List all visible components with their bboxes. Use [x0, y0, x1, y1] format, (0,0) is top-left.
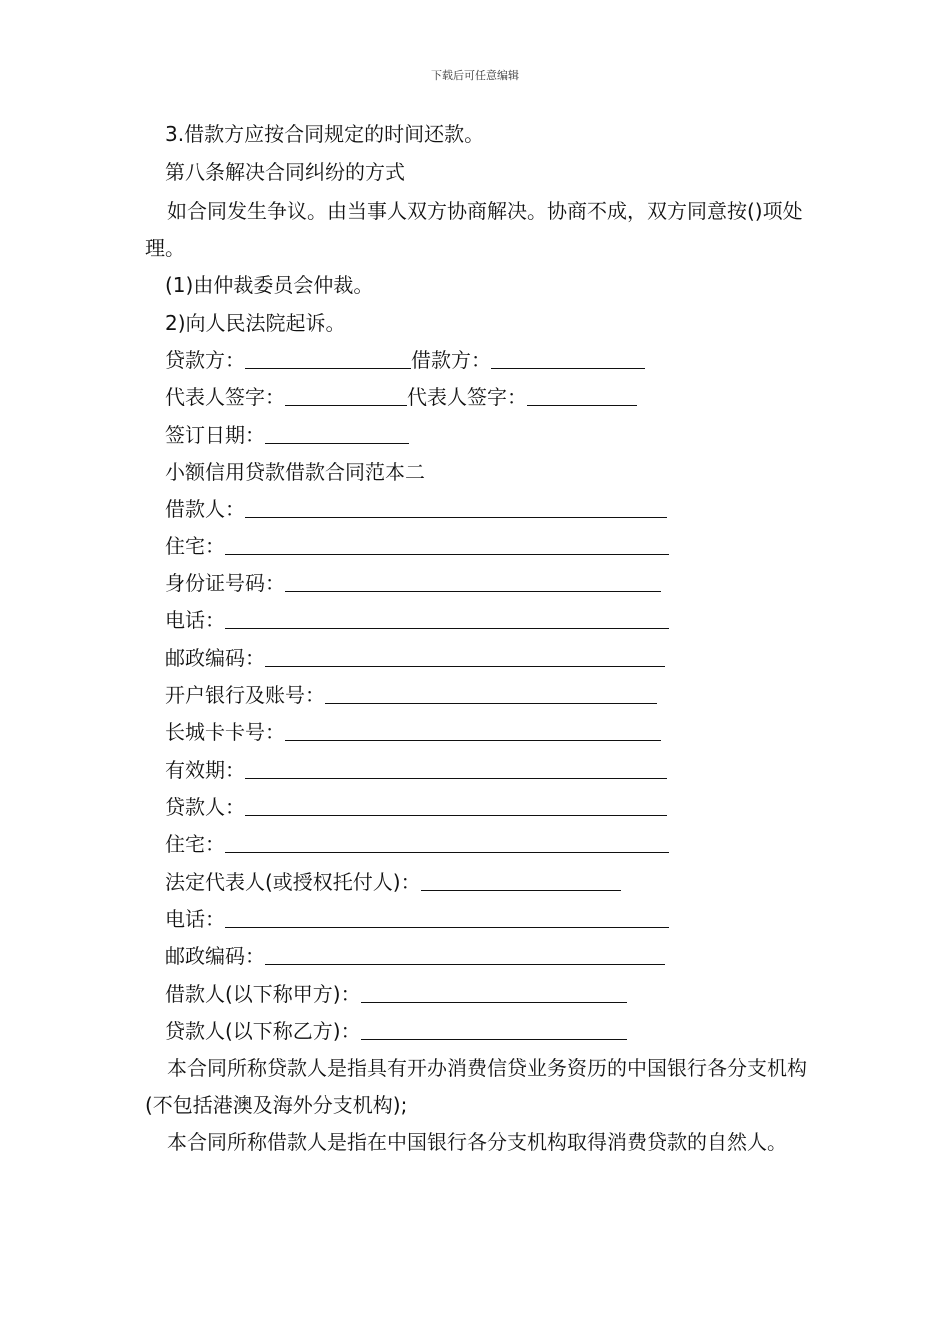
- field-blank: [265, 646, 665, 667]
- field-label: 法定代表人(或授权托付人)：: [165, 870, 421, 894]
- field-row: [165, 906, 669, 932]
- field-label: 借款人(以下称甲方)：: [165, 982, 361, 1006]
- field-label: 邮政编码：: [165, 944, 265, 968]
- field-label: 电话：: [165, 907, 225, 931]
- field-label: 邮政编码：: [165, 646, 265, 670]
- field-blank: [285, 720, 661, 741]
- article-8-title: 第八条解决合同纠纷的方式: [165, 160, 405, 184]
- rep-sign-label-2: 代表人签字：: [407, 385, 527, 409]
- field-label: 电话：: [165, 608, 225, 632]
- field-blank: [245, 497, 667, 518]
- rep-sign-blank-2: [527, 385, 637, 406]
- sign-date-label: 签订日期：: [165, 423, 265, 447]
- field-row: [165, 869, 621, 895]
- field-row: [165, 682, 657, 708]
- field-label: 贷款人(以下称乙方)：: [165, 1019, 361, 1043]
- dispute-paragraph: [145, 193, 810, 267]
- field-blank: [421, 870, 621, 891]
- field-blank: [361, 982, 627, 1003]
- field-blank: [225, 907, 669, 928]
- field-row: [165, 645, 665, 671]
- page-header: 下载后可任意编辑: [431, 69, 519, 82]
- borrower-blank: [491, 348, 645, 369]
- field-row: [165, 533, 669, 559]
- field-row: [165, 943, 665, 969]
- field-row: [165, 607, 669, 633]
- field-blank: [225, 832, 669, 853]
- field-label: 借款人：: [165, 497, 245, 521]
- field-blank: [325, 683, 657, 704]
- dispute-option-1: (1)由仲裁委员会仲裁。: [165, 273, 374, 297]
- field-blank: [225, 608, 669, 629]
- borrower-definition-paragraph: [145, 1124, 810, 1161]
- field-label: 住宅：: [165, 832, 225, 856]
- dispute-option-2: 2)向人民法院起诉。: [165, 311, 346, 335]
- field-row: [165, 496, 667, 522]
- field-row: [165, 981, 627, 1007]
- representative-signature-row: [165, 384, 637, 410]
- field-row: [165, 794, 667, 820]
- sign-date-row: [165, 422, 409, 448]
- field-row: [165, 1018, 627, 1044]
- lender-label: 贷款方：: [165, 348, 245, 372]
- borrower-label: 借款方：: [411, 348, 491, 372]
- field-blank: [245, 758, 667, 779]
- field-label: 住宅：: [165, 534, 225, 558]
- template-2-title: 小额信用贷款借款合同范本二: [165, 460, 425, 484]
- field-row: [165, 570, 661, 596]
- field-blank: [245, 795, 667, 816]
- borrower-definition-text: 本合同所称借款人是指在中国银行各分支机构取得消费贷款的自然人。: [167, 1130, 787, 1154]
- rep-sign-blank-1: [285, 385, 407, 406]
- field-row: [165, 719, 661, 745]
- lender-blank: [245, 348, 411, 369]
- rep-sign-label-1: 代表人签字：: [165, 385, 285, 409]
- field-blank: [361, 1019, 627, 1040]
- sign-date-blank: [265, 423, 409, 444]
- field-blank: [285, 571, 661, 592]
- field-label: 贷款人：: [165, 795, 245, 819]
- field-blank: [225, 534, 669, 555]
- field-label: 身份证号码：: [165, 571, 285, 595]
- lender-definition-text: 本合同所称贷款人是指具有开办消费信贷业务资历的中国银行各分支机构(不包括港澳及海外分支机构);: [145, 1056, 807, 1117]
- field-blank: [265, 944, 665, 965]
- field-row: [165, 757, 667, 783]
- field-row: [165, 831, 669, 857]
- lender-borrower-signature-row: [165, 347, 645, 373]
- dispute-text: 如合同发生争议。由当事人双方协商解决。协商不成，双方同意按()项处理。: [145, 199, 803, 260]
- field-label: 有效期：: [165, 758, 245, 782]
- field-label: 长城卡卡号：: [165, 720, 285, 744]
- clause-item-3: 3.借款方应按合同规定的时间还款。: [165, 122, 485, 146]
- field-label: 开户银行及账号：: [165, 683, 325, 707]
- lender-definition-paragraph: [145, 1050, 810, 1124]
